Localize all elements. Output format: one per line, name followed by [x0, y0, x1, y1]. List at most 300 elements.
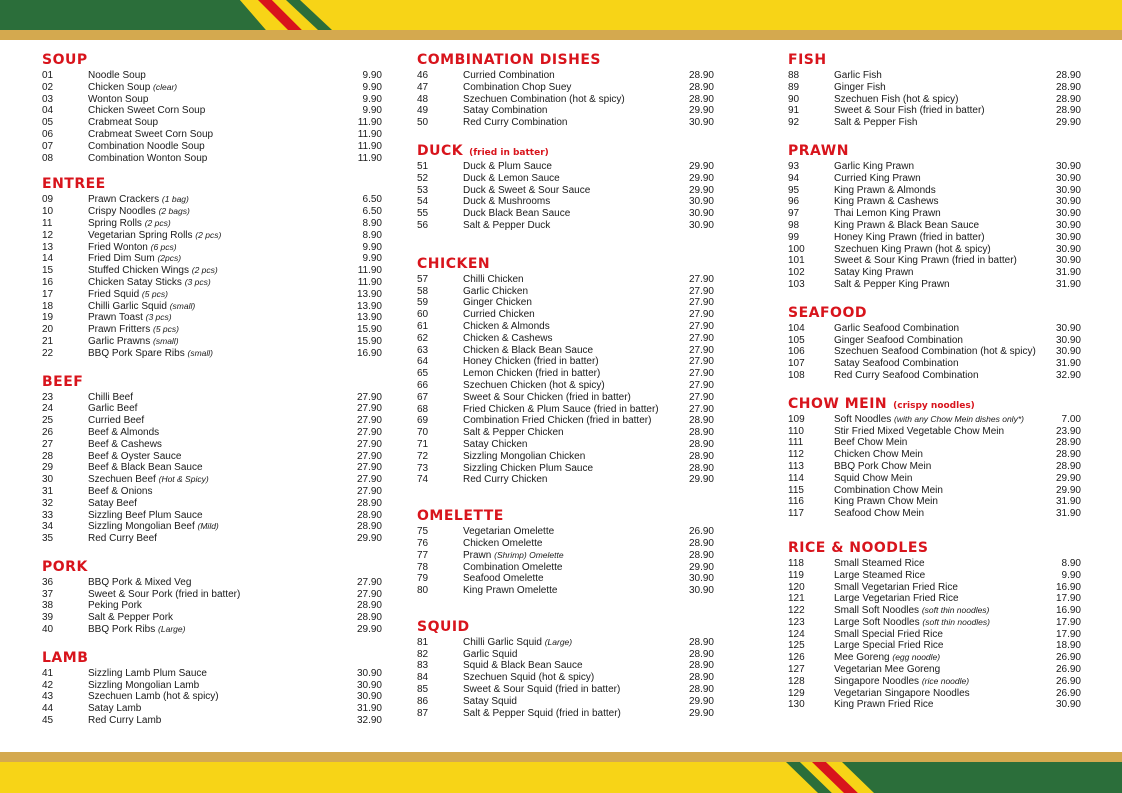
menu-item: [788, 335, 1081, 347]
menu-item: [417, 345, 714, 357]
menu-section: [788, 50, 1081, 129]
menu-item: [417, 309, 714, 321]
item-price: 27.90: [356, 426, 382, 438]
item-name: Sweet & Sour Squid (fried in batter): [463, 684, 621, 696]
item-note: (Hot & Spicy): [158, 474, 209, 485]
item-name-group: [834, 688, 970, 700]
item-name-group: [463, 463, 593, 475]
item-name: Beef & Almonds: [88, 426, 160, 438]
menu-section: [788, 538, 1081, 711]
item-name-group: [463, 117, 568, 129]
item-name: Sweet & Sour Fish (fried in batter): [834, 105, 985, 117]
section-title-text: FISH: [788, 52, 827, 68]
item-price: 30.90: [1055, 219, 1081, 231]
menu-item: [788, 232, 1081, 244]
menu-item: [417, 297, 714, 309]
item-name-group: [834, 70, 882, 82]
item-price: 30.90: [1055, 334, 1081, 346]
item-name: Squid Chow Mein: [834, 472, 913, 484]
item-name: Szechuen Combination (hot & spicy): [463, 93, 625, 105]
item-price: 28.90: [1055, 81, 1081, 93]
item-name: Garlic Squid: [463, 648, 518, 660]
item-name-group: [88, 194, 189, 206]
item-name: Prawn Toast: [88, 312, 143, 324]
item-name-group: [463, 185, 590, 197]
item-number: 83: [417, 660, 429, 672]
item-price: 27.90: [688, 356, 714, 368]
item-price: 28.90: [688, 438, 714, 450]
item-number: 65: [417, 368, 429, 380]
item-name-group: [463, 173, 560, 185]
item-number: 24: [42, 403, 54, 415]
item-name-group: [463, 82, 571, 94]
item-price: 7.00: [1061, 413, 1081, 425]
menu-item: [417, 173, 714, 185]
item-number: 87: [417, 707, 429, 719]
item-price: 28.90: [1055, 460, 1081, 472]
item-name-group: [463, 105, 548, 117]
item-name: Large Soft Noodles: [834, 616, 920, 628]
item-name-group: [834, 105, 985, 117]
item-name: Curried Chicken: [463, 309, 535, 321]
item-price: 27.90: [688, 379, 714, 391]
menu-item: [417, 161, 714, 173]
menu-item: [42, 668, 382, 680]
item-price: 30.90: [688, 196, 714, 208]
item-name: BBQ Pork Spare Ribs: [88, 347, 185, 359]
item-note: (3 pcs): [184, 276, 211, 287]
item-price: 28.90: [356, 612, 382, 624]
item-price: 29.90: [1055, 484, 1081, 496]
item-name-group: [463, 161, 552, 173]
menu-item: [788, 94, 1081, 106]
item-name-group: [88, 301, 195, 313]
item-name-group: [88, 277, 211, 289]
item-price: 27.90: [356, 391, 382, 403]
item-number: 74: [417, 474, 429, 486]
menu-item: [42, 715, 382, 727]
item-number: 38: [42, 600, 54, 612]
item-name: Red Curry Chicken: [463, 474, 548, 486]
item-number: 39: [42, 612, 54, 624]
item-number: 10: [42, 206, 54, 218]
item-number: 28: [42, 450, 54, 462]
item-number: 53: [417, 184, 429, 196]
item-name: Spring Rolls: [88, 217, 142, 229]
item-name-group: [88, 668, 207, 680]
menu-item: [417, 573, 714, 585]
item-name: Red Curry Lamb: [88, 715, 162, 727]
menu-item: [417, 70, 714, 82]
item-name: Sweet & Sour Pork (fried in batter): [88, 588, 241, 600]
section-title: [42, 372, 382, 392]
item-price: 27.90: [356, 450, 382, 462]
item-price: 28.90: [688, 93, 714, 105]
menu-section: [42, 372, 382, 545]
menu-item: [417, 105, 714, 117]
item-price: 9.90: [362, 105, 382, 117]
item-price: 27.90: [688, 309, 714, 321]
item-price: 18.90: [1055, 640, 1081, 652]
item-price: 29.90: [688, 561, 714, 573]
item-number: 45: [42, 715, 54, 727]
menu-item: [42, 312, 382, 324]
item-name-group: [88, 289, 168, 301]
item-name-group: [463, 309, 535, 321]
section-subtitle: (crispy noodles): [893, 400, 975, 411]
item-price: 28.90: [1055, 105, 1081, 117]
item-name-group: [834, 82, 886, 94]
item-price: 11.90: [357, 128, 382, 140]
item-price: 29.90: [688, 160, 714, 172]
item-price: 26.90: [1055, 687, 1081, 699]
item-name: King Prawn Omelette: [463, 585, 558, 597]
item-name-group: [463, 380, 605, 392]
item-name-group: [463, 333, 552, 345]
menu-item: [42, 403, 382, 415]
item-price: 27.90: [688, 403, 714, 415]
item-name-group: [463, 274, 524, 286]
menu-item: [788, 652, 1081, 664]
item-name: Fried Chicken & Plum Sauce (fried in batter): [463, 403, 659, 415]
item-number: 30: [42, 474, 54, 486]
section-title-text: OMELETTE: [417, 508, 504, 525]
item-name-group: [88, 680, 199, 692]
menu-item: [788, 267, 1081, 279]
item-number: 93: [788, 160, 800, 172]
item-price: 27.90: [688, 332, 714, 344]
item-price: 26.90: [1055, 652, 1081, 664]
item-name: King Prawn & Almonds: [834, 184, 936, 196]
item-note: (small): [169, 300, 196, 311]
item-price: 30.90: [1055, 322, 1081, 334]
item-name: Szechuen Lamb (hot & spicy): [88, 691, 219, 703]
item-name: King Prawn & Cashews: [834, 196, 939, 208]
item-name: BBQ Pork & Mixed Veg: [88, 576, 192, 588]
item-name-group: [834, 323, 959, 335]
item-name-group: [88, 117, 158, 129]
item-name: Noodle Soup: [88, 70, 146, 81]
item-price: 29.90: [356, 533, 382, 545]
menu-item: [417, 550, 714, 562]
menu-item: [788, 593, 1081, 605]
item-name-group: [463, 573, 544, 585]
item-name-group: [463, 649, 517, 661]
item-note: (2 pcs): [191, 265, 218, 276]
menu-column-1: [42, 50, 382, 727]
item-name: Red Curry Seafood Combination: [834, 369, 979, 381]
section-title-text: BEEF: [42, 373, 84, 390]
menu-item: [417, 117, 714, 129]
item-name-group: [834, 652, 940, 664]
menu-item: [42, 427, 382, 439]
menu-item: [788, 664, 1081, 676]
section-title: [42, 50, 382, 70]
item-price: 27.90: [688, 344, 714, 356]
item-price: 15.90: [356, 335, 382, 347]
item-name: Small Soft Noodles: [834, 605, 920, 617]
menu-column-2: [417, 50, 714, 719]
item-number: 130: [788, 699, 805, 711]
item-name-group: [88, 510, 203, 522]
item-price: 30.90: [356, 667, 382, 679]
item-name-group: [834, 161, 914, 173]
item-name: Ginger Chicken: [463, 297, 532, 309]
item-name: Large Vegetarian Fried Rice: [834, 593, 959, 605]
item-name-group: [88, 312, 172, 324]
item-price: 28.90: [688, 549, 714, 561]
item-number: 03: [42, 93, 54, 105]
item-name-group: [88, 533, 157, 545]
item-number: 122: [788, 605, 805, 617]
menu-section: [417, 50, 714, 129]
menu-section: [417, 506, 714, 597]
item-number: 41: [42, 667, 54, 679]
item-number: 33: [42, 509, 54, 521]
item-note: (Large): [158, 624, 186, 635]
item-price: 9.90: [362, 93, 382, 105]
item-price: 28.90: [688, 450, 714, 462]
item-name-group: [463, 660, 583, 672]
item-name-group: [88, 141, 205, 153]
item-name: Garlic Chicken: [463, 285, 529, 297]
menu-item: [42, 82, 382, 94]
item-price: 30.90: [688, 219, 714, 231]
menu-item: [417, 672, 714, 684]
item-price: 28.90: [688, 70, 714, 81]
menu-item: [417, 649, 714, 661]
item-name: Peking Pork: [88, 600, 142, 612]
item-name: Vegetarian Mee Goreng: [834, 664, 941, 676]
item-number: 99: [788, 231, 800, 243]
item-name: Fried Wonton: [88, 241, 148, 253]
item-number: 100: [788, 243, 805, 255]
menu-item: [42, 703, 382, 715]
item-name-group: [88, 94, 148, 106]
item-name: Salt & Pepper Chicken: [463, 427, 564, 439]
item-price: 28.90: [688, 672, 714, 684]
item-number: 68: [417, 403, 429, 415]
item-note: (2pcs): [157, 253, 182, 264]
item-name: Sizzling Beef Plum Sauce: [88, 509, 203, 521]
item-price: 8.90: [362, 217, 382, 229]
item-price: 30.90: [688, 117, 714, 129]
item-price: 15.90: [356, 324, 382, 336]
section-title-text: RICE & NOODLES: [788, 539, 929, 556]
item-number: 78: [417, 561, 429, 573]
menu-item: [42, 206, 382, 218]
item-name-group: [463, 297, 532, 309]
item-number: 62: [417, 332, 429, 344]
menu-section: [788, 303, 1081, 382]
item-name-group: [834, 370, 979, 382]
item-number: 73: [417, 462, 429, 474]
item-name: Chicken Satay Sticks: [88, 276, 182, 288]
item-name-group: [463, 637, 572, 649]
menu-item: [788, 414, 1081, 426]
item-name-group: [88, 612, 173, 624]
item-name: Combination Chow Mein: [834, 484, 943, 496]
item-number: 16: [42, 276, 54, 288]
item-price: 16.90: [1055, 581, 1081, 593]
menu-item: [42, 533, 382, 545]
item-name-group: [88, 392, 133, 404]
menu-item: [788, 558, 1081, 570]
item-number: 23: [42, 391, 54, 403]
menu-item: [417, 404, 714, 416]
menu-item: [417, 333, 714, 345]
menu-item: [42, 242, 382, 254]
menu-item: [788, 461, 1081, 473]
item-name: Crabmeat Sweet Corn Soup: [88, 128, 214, 140]
item-name: Duck & Mushrooms: [463, 196, 551, 208]
item-price: 30.90: [1055, 196, 1081, 208]
item-number: 120: [788, 581, 805, 593]
menu-item: [788, 70, 1081, 82]
item-price: 28.90: [356, 521, 382, 533]
menu-item: [42, 680, 382, 692]
item-number: 43: [42, 691, 54, 703]
item-name: Szechuen Chicken (hot & spicy): [463, 379, 605, 391]
item-price: 27.90: [356, 462, 382, 474]
item-number: 56: [417, 219, 429, 231]
item-name: Szechuen Beef: [88, 474, 156, 486]
menu-item: [42, 289, 382, 301]
item-name-group: [88, 253, 181, 265]
section-title-text: PORK: [42, 558, 88, 575]
item-name: Garlic King Prawn: [834, 160, 915, 172]
item-number: 115: [788, 484, 804, 496]
item-note: (1 bag): [161, 194, 189, 205]
item-name: Prawn Fritters: [88, 324, 151, 336]
item-number: 21: [42, 335, 54, 347]
item-name-group: [88, 218, 171, 230]
item-number: 109: [788, 413, 805, 425]
menu-item: [42, 600, 382, 612]
item-name-group: [834, 358, 959, 370]
item-name: Satay Seafood Combination: [834, 358, 959, 370]
menu-item: [417, 463, 714, 475]
item-name: Szechuen Seafood Combination (hot & spicy): [834, 346, 1036, 358]
item-number: 13: [42, 241, 54, 253]
menu-item: [42, 324, 382, 336]
item-price: 29.90: [688, 172, 714, 184]
item-name: Satay Beef: [88, 497, 137, 509]
menu-item: [788, 185, 1081, 197]
item-price: 27.90: [356, 403, 382, 415]
item-number: 112: [788, 449, 804, 461]
section-title: [42, 174, 382, 194]
item-number: 12: [42, 229, 54, 241]
item-name: Wonton Soup: [88, 93, 149, 105]
item-price: 11.90: [357, 265, 382, 277]
item-price: 29.90: [688, 707, 714, 719]
item-price: 27.90: [688, 273, 714, 285]
item-number: 61: [417, 320, 429, 332]
item-price: 27.90: [356, 485, 382, 497]
item-name-group: [88, 70, 146, 82]
item-name-group: [463, 684, 620, 696]
section-title: [788, 303, 1081, 323]
item-number: 125: [788, 640, 805, 652]
menu-item: [42, 70, 382, 82]
menu-section: [42, 50, 382, 164]
section-title: [417, 506, 714, 526]
item-name-group: [463, 356, 599, 368]
item-name: Fried Squid: [88, 288, 140, 300]
item-name-group: [88, 403, 137, 415]
item-name: Chicken & Cashews: [463, 332, 553, 344]
item-name: Curried Combination: [463, 70, 555, 81]
item-number: 89: [788, 81, 800, 93]
item-name-group: [463, 392, 631, 404]
item-name-group: [834, 582, 958, 594]
item-number: 29: [42, 462, 54, 474]
item-name: Small Vegetarian Fried Rice: [834, 581, 958, 593]
item-name: Curried King Prawn: [834, 172, 921, 184]
item-note: (soft thin noodles): [921, 605, 990, 616]
item-name-group: [88, 498, 137, 510]
item-name-group: [88, 336, 179, 348]
menu-item: [788, 688, 1081, 700]
item-price: 9.90: [362, 70, 382, 81]
menu-item: [42, 612, 382, 624]
item-number: 94: [788, 172, 800, 184]
item-name-group: [88, 521, 219, 533]
menu-item: [788, 676, 1081, 688]
menu-item: [417, 208, 714, 220]
item-number: 105: [788, 334, 805, 346]
item-name: Sweet & Sour King Prawn (fried in batter): [834, 255, 1017, 267]
item-name-group: [463, 321, 550, 333]
item-price: 28.90: [688, 81, 714, 93]
menu-item: [417, 637, 714, 649]
item-price: 6.50: [362, 194, 382, 206]
item-number: 101: [788, 255, 805, 267]
item-note: (clear): [153, 81, 178, 92]
menu-item: [42, 451, 382, 463]
section-title-text: CHICKEN: [417, 255, 491, 272]
item-price: 8.90: [362, 229, 382, 241]
item-name: Vegetarian Spring Rolls: [88, 229, 193, 241]
item-number: 54: [417, 196, 429, 208]
item-name-group: [88, 348, 213, 360]
item-number: 124: [788, 628, 805, 640]
item-price: 13.90: [356, 300, 382, 312]
section-title-text: LAMB: [42, 649, 89, 666]
item-number: 07: [42, 140, 54, 152]
item-name-group: [463, 585, 558, 597]
item-name: Combination Chop Suey: [463, 81, 572, 93]
menu-item: [788, 105, 1081, 117]
item-price: 31.90: [1055, 508, 1081, 520]
item-number: 01: [42, 70, 54, 81]
menu-item: [417, 274, 714, 286]
top-band: [0, 0, 1122, 42]
section-title-text: CHOW MEIN: [788, 395, 888, 412]
item-number: 15: [42, 265, 54, 277]
item-price: 11.90: [357, 117, 382, 129]
item-name-group: [88, 474, 209, 486]
item-note: (soft thin noodles): [922, 616, 990, 627]
item-name-group: [88, 577, 191, 589]
item-number: 90: [788, 93, 800, 105]
item-note: (2 pcs): [144, 217, 171, 228]
menu-item: [417, 286, 714, 298]
item-name: Vegetarian Omelette: [463, 526, 555, 538]
item-price: 30.90: [356, 679, 382, 691]
item-price: 30.90: [1055, 255, 1081, 267]
